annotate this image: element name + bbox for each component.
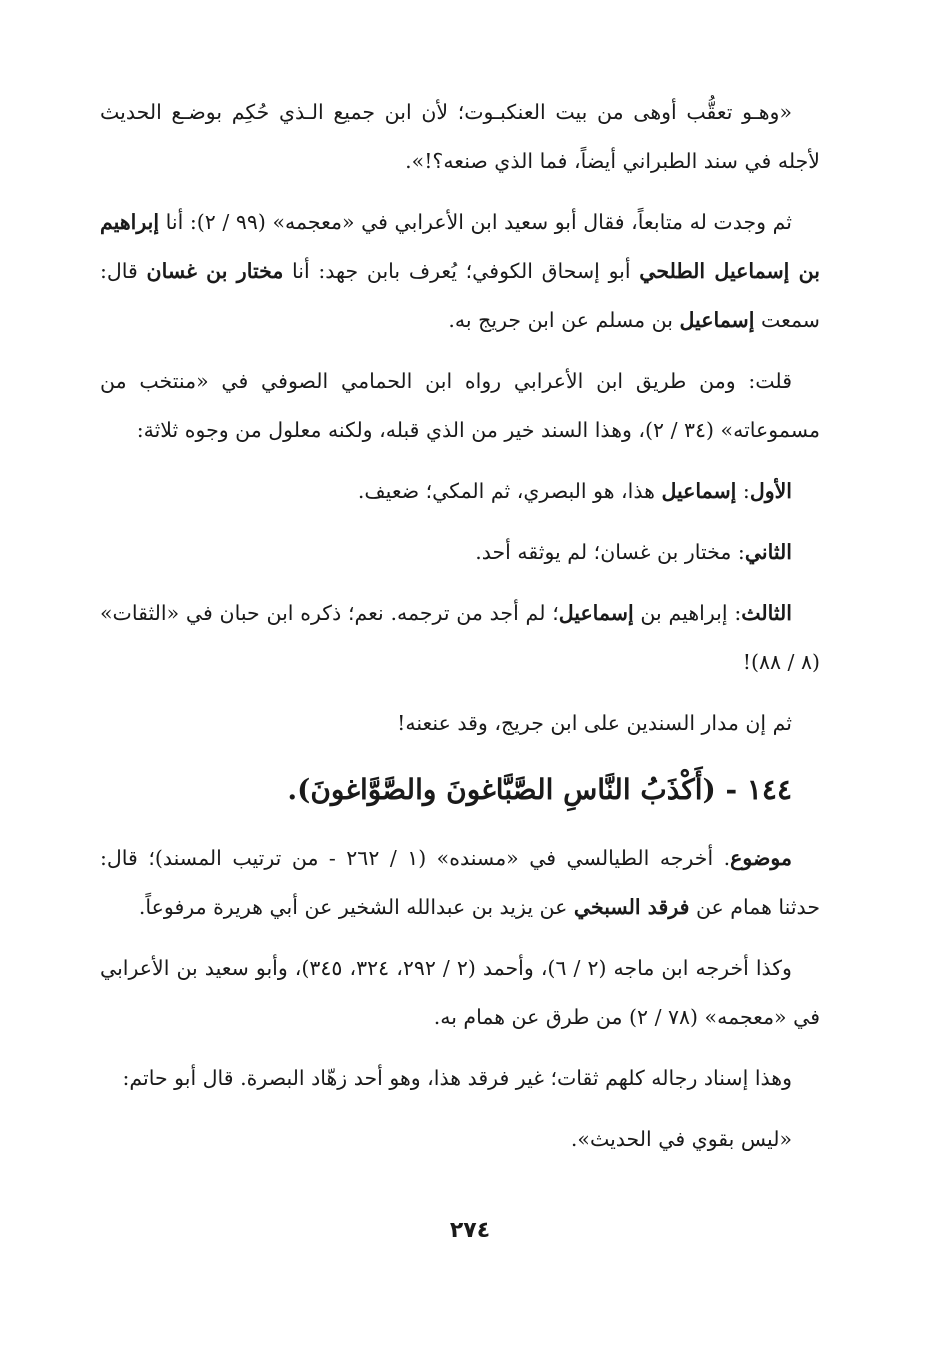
text-run: هذا، هو البصري، ثم المكي؛ ضعيف. bbox=[357, 479, 662, 503]
point-second bbox=[100, 528, 820, 577]
bold-name: إبراهيم بن إسماعيل الطلحي bbox=[100, 210, 820, 283]
quote-abu-hatim: «ليس بقوي في الحديث». bbox=[570, 1127, 792, 1151]
paragraph-isnad: وهذا إسناد رجاله كلهم ثقات؛ غير فرقد هذا، وهو أحد زهّاد البصرة. قال أبو حاتم: bbox=[122, 1066, 792, 1090]
text-run: بن مسلم عن ابن جريج به. bbox=[448, 308, 680, 332]
text-run: أبو إسحاق الكوفي؛ يُعرف بابن جهد: أنا bbox=[283, 259, 640, 283]
point-first bbox=[100, 467, 820, 516]
bold-name: إسماعيل bbox=[558, 601, 634, 625]
paragraph-verdict bbox=[100, 834, 820, 932]
paragraph-sources: وكذا أخرجه ابن ماجه (٢ / ٦)، وأحمد (٢ / ٢٩٢، ٣٢٤، ٣٤٥)، وأبو سعيد بن الأعرابي في «معجمه» (٧٨ / ٢) من طرق عن همام به. bbox=[100, 956, 820, 1029]
point-third bbox=[100, 589, 820, 687]
bold-name: مختار بن غسان bbox=[146, 259, 284, 283]
text-run: . أخرجه الطيالسي في «مسنده» (١ / ٢٦٢ - من ترتيب المسند)؛ قال: حدثنا همام عن bbox=[100, 846, 820, 919]
text-run: : bbox=[736, 479, 750, 503]
paragraph-comment: قلت: ومن طريق ابن الأعرابي رواه ابن الحمامي الصوفي في «منتخب من مسموعاته» (٣٤ / ٢)، وهذا السند خير من الذي قبله، ولكنه معلول من وجوه ثلاثة: bbox=[100, 369, 820, 442]
verdict-label: موضوع bbox=[730, 846, 792, 870]
bold-name: فرقد السبخي bbox=[573, 895, 690, 919]
point-label: الأول bbox=[749, 479, 792, 503]
text-run: ؛ لم أجد من ترجمه. نعم؛ ذكره ابن حبان في «الثقات» (٨ / ٨٨)! bbox=[100, 601, 820, 674]
bold-name: إسماعيل bbox=[679, 308, 755, 332]
quote-paragraph: «وهـو تعقُّب أوهى من بيت العنكبـوت؛ لأن ابن جميع الـذي حُكِم بوضـع الحديث لأجله في سند الطبراني أيضاً، فما الذي صنعه؟!». bbox=[100, 100, 820, 173]
text-run: ثم وجدت له متابعاً، فقال أبو سعيد ابن الأعرابي في «معجمه» (٩٩ / ٢): أنا bbox=[159, 210, 792, 234]
paragraph-conclusion: ثم إن مدار السندين على ابن جريج، وقد عنعنه! bbox=[397, 711, 792, 735]
text-run: قال: سمعت bbox=[100, 259, 820, 332]
text-run: : مختار بن غسان؛ لم يوثقه أحد. bbox=[475, 540, 745, 564]
text-run: عن يزيد بن عبدالله الشخير عن أبي هريرة مرفوعاً. bbox=[138, 895, 574, 919]
bold-name: إسماعيل bbox=[661, 479, 737, 503]
text-run: : إبراهيم بن bbox=[633, 601, 742, 625]
hadith-heading: ١٤٤ - (أَكْذَبُ النَّاسِ الصَّبَّاغونَ والصَّوَّاغونَ). bbox=[287, 773, 792, 806]
paragraph-follow-up bbox=[100, 198, 820, 345]
point-label: الثاني bbox=[744, 540, 792, 564]
point-label: الثالث bbox=[741, 601, 792, 625]
page-number: ٢٧٤ bbox=[449, 1218, 491, 1243]
